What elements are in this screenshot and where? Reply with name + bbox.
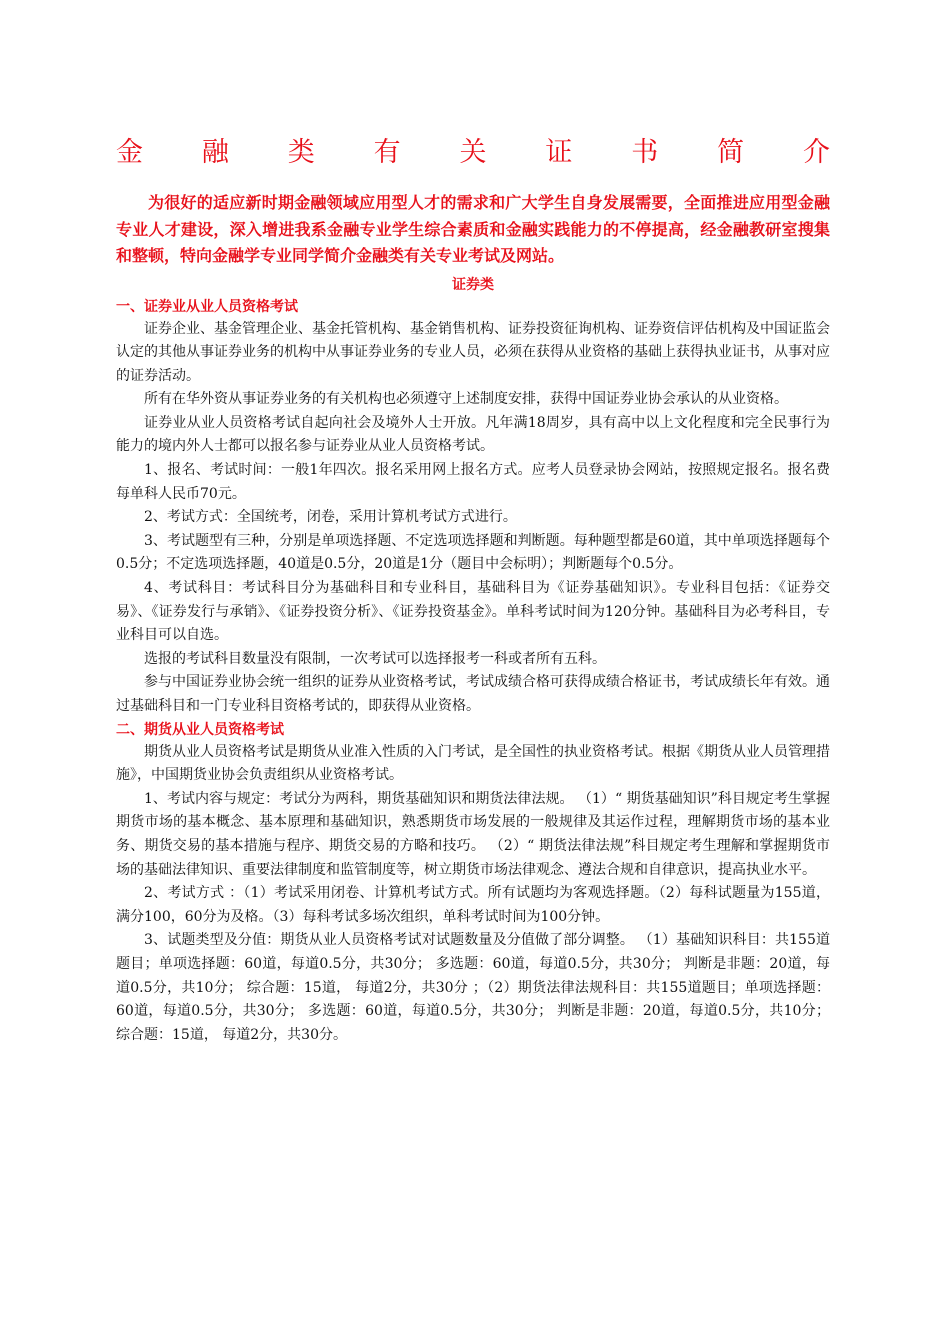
section-heading-futures: 二、期货从业人员资格考试 [116,721,284,738]
intro-paragraph: 为很好的适应新时期金融领域应用型人才的需求和广大学生自身发展需要，全面推进应用型金融专业人才建设，深入增进我系金融专业学生综合素质和金融实践能力的不停提高，经金融教研室搜集和整顿，特向金融学专业同学简介金融类有关专业考试及网站。 [116,193,830,265]
paragraph: 所有在华外资从事证券业务的有关机构也必须遵守上述制度安排，获得中国证券业协会承认的从业资格。 [144,391,788,408]
title-char: 简 [717,137,745,168]
paragraph: 4、考试科目：考试科目分为基础科目和专业科目，基础科目为《证券基础知识》。专业科目包括：《证券交易》、《证券发行与承销》、《证券投资分析》、《证券投资基金》。单科考试时间为120分钟。基础科目为必考科目，专业科目可以自选。 [116,580,830,644]
title-char: 书 [631,137,659,168]
paragraph: 参与中国证券业协会统一组织的证券从业资格考试，考试成绩合格可获得成绩合格证书，考试成绩长年有效。通过基础科目和一门专业科目资格考试的，即获得从业资格。 [116,674,830,714]
title-char: 有 [373,137,401,168]
document-page [116,136,830,1047]
paragraph: 3、试题类型及分值：期货从业人员资格考试对试题数量及分值做了部分调整。 （1）基础知识科目：共155道题目；单项选择题：60道，每道0.5分，共30分； 多选题：60道，每道0.5分，共30分； 判断是非题：20道，每道0.5分，共10分； 综合题：15道， 每道2分，共30分 ；（2）期货法律法规科目：共155道题目；单项选择题：60道，每道0.5分，共30分； 多选题：60道，每道0.5分，共30分； 判断是非题：20道，每道0.5分，共10分； 综合题：15道， 每道2分，共30分。 [116,932,830,1043]
category-heading: 证券类 [452,276,494,293]
paragraph: 期货从业人员资格考试是期货从业准入性质的入门考试，是全国性的执业资格考试。根据《期货从业人员管理措施》，中国期货业协会负责组织从业资格考试。 [116,743,830,784]
title-char: 介 [803,137,830,168]
section-heading-securities: 一、证券业从业人员资格考试 [116,298,298,315]
title-char: 关 [459,137,487,168]
paragraph: 2、考试方式 ：（1）考试采用闭卷、计算机考试方式。所有试题均为客观选择题。（2）每科试题量为155道，满分100，60分为及格。（3）每科考试多场次组织，单科考试时间为100分钟。 [116,885,830,925]
title-char: 金 [116,137,143,168]
paragraph: 证券业从业人员资格考试自起向社会及境外人士开放。凡年满18周岁，具有高中以上文化程度和完全民事行为能力的境内外人士都可以报名参与证券业从业人员资格考试。 [116,414,830,455]
paragraph: 3、考试题型有三种，分别是单项选择题、不定选项选择题和判断题。每种题型都是60道，其中单项选择题每个0.5分；不定选项选择题，40道是0.5分，20道是1分（题目中会标明）；判断题每个0.5分。 [116,532,830,573]
paragraph: 证券企业、基金管理企业、基金托管机构、基金销售机构、证券投资征询机构、证券资信评估机构及中国证监会认定的其他从事证券业务的机构中从事证券业务的专业人员，必须在获得从业资格的基础上获得执业证书，从事对应的证券活动。 [116,320,830,384]
paragraph: 1、考试内容与规定：考试分为两科，期货基础知识和期货法律法规。 （1）“ 期货基础知识”科目规定考生掌握期货市场的基本概念、基本原理和基础知识，熟悉期货市场发展的一般规律及其运作过程，理解期货市场的基本业务、期货交易的基本措施与程序、期货交易的方略和技巧。 （2）“ 期货法律法规”科目规定考生理解和掌握期货市场的基础法律知识、重要法律制度和监管制度等，树立期货市场法律观念、遵法合规和自律意识，提高执业水平。 [116,790,830,878]
document-title [116,136,830,170]
paragraph: 1、报名、考试时间：一般1年四次。报名采用网上报名方式。应考人员登录协会网站，按照规定报名。报名费每单科人民币70元。 [116,462,830,502]
paragraph: 2、考试方式：全国统考，闭卷，采用计算机考试方式进行。 [144,509,517,526]
title-char: 融 [201,137,229,168]
paragraph: 选报的考试科目数量没有限制，一次考试可以选择报考一科或者所有五科。 [144,650,606,667]
title-char: 证 [545,137,573,168]
title-char: 类 [287,137,315,168]
